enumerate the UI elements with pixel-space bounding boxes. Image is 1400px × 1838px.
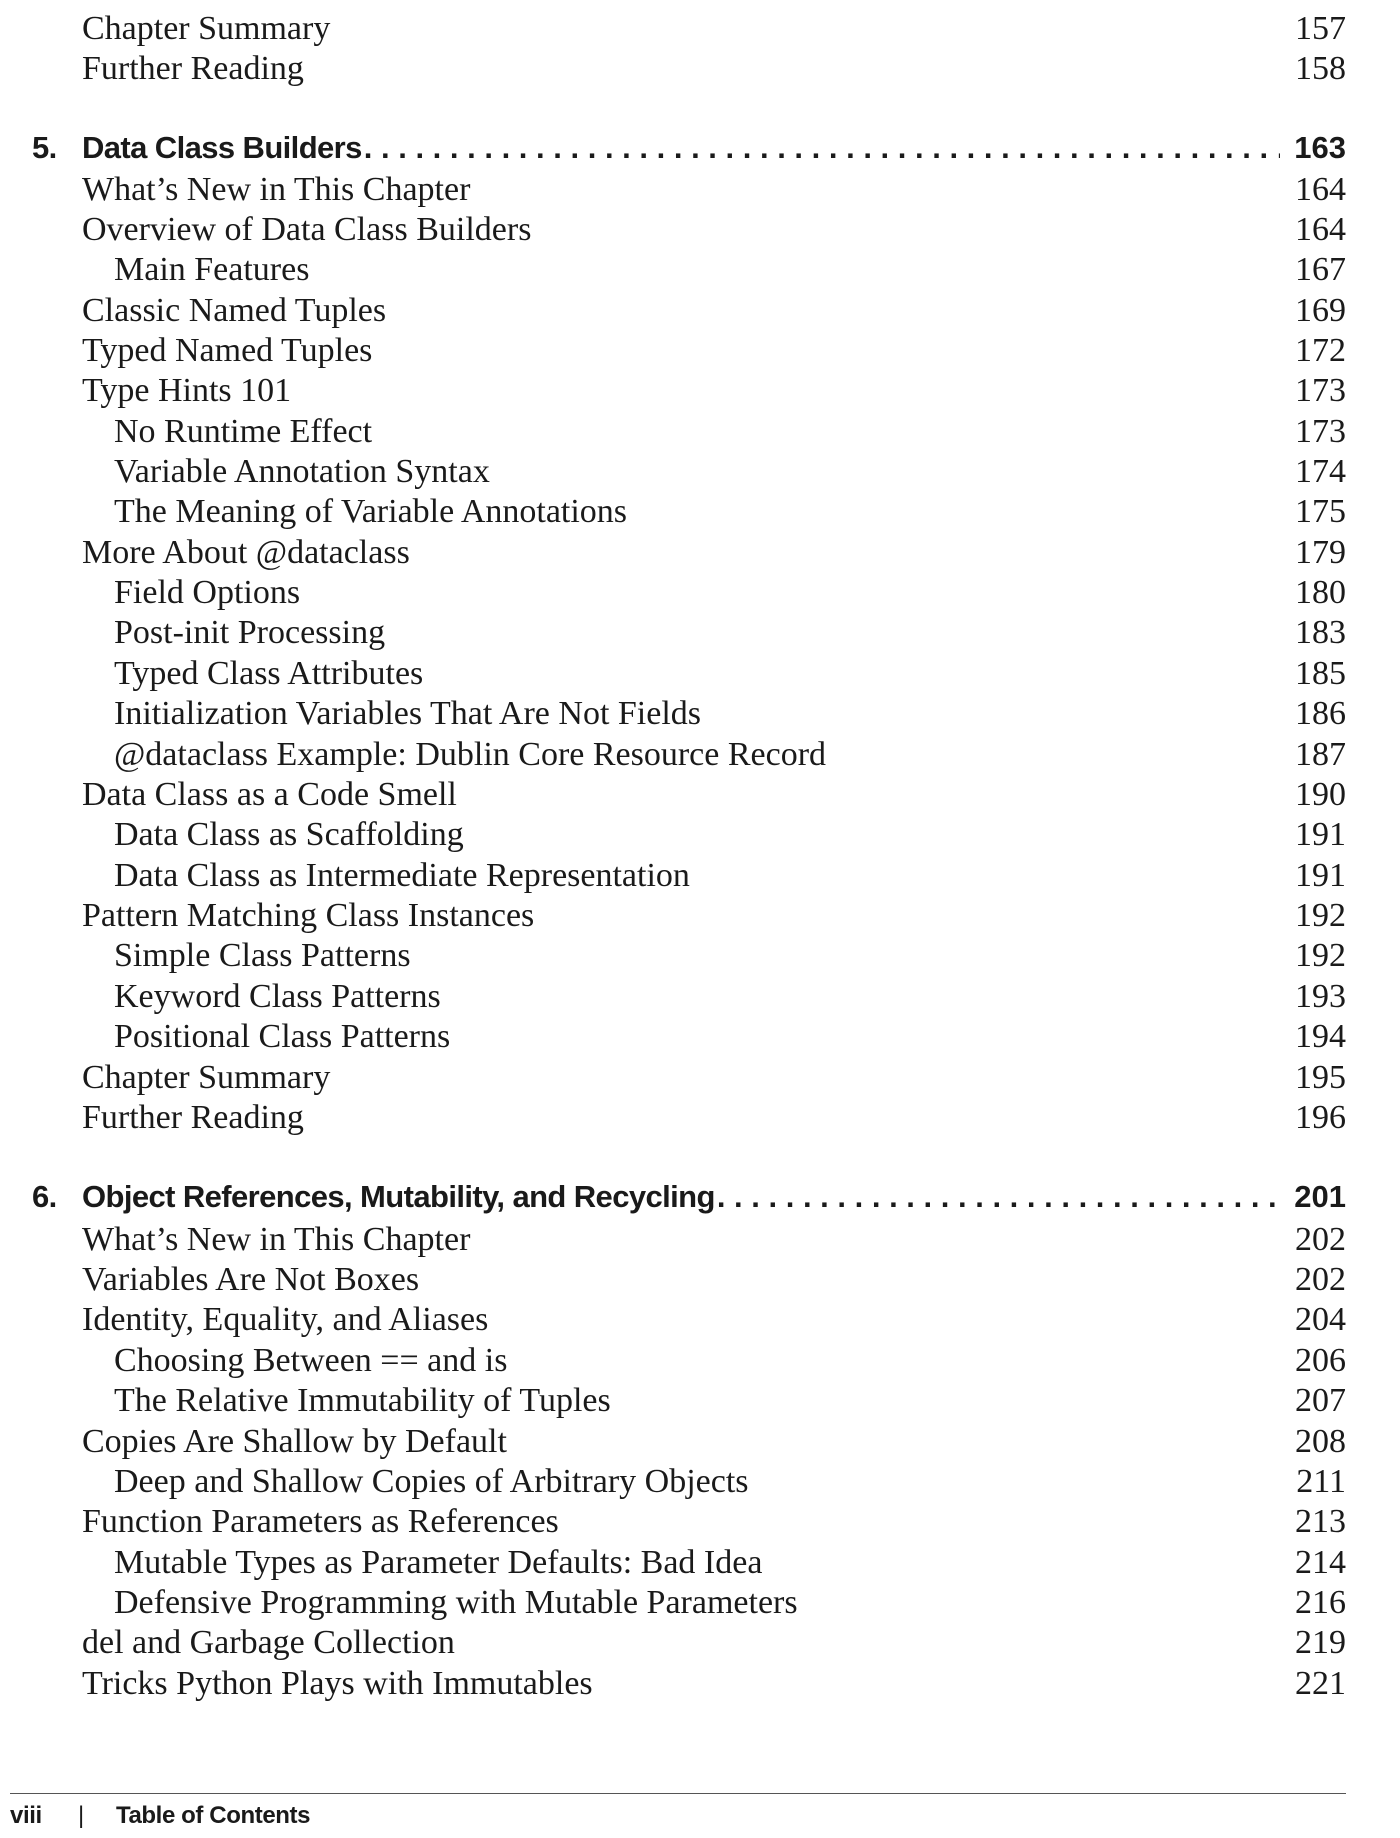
footer-running-title: Table of Contents	[116, 1802, 311, 1829]
toc-entry	[0, 775, 1346, 815]
toc-entry-page: 207	[1295, 1382, 1346, 1419]
toc-entry-page: 172	[1295, 332, 1346, 369]
toc-entry-page: 173	[1295, 372, 1346, 409]
toc-entry	[0, 735, 1346, 775]
toc-entry-title: Chapter Summary	[82, 1059, 331, 1096]
toc-entry-title: Overview of Data Class Builders	[82, 211, 532, 248]
toc-entry-title: Choosing Between == and is	[114, 1342, 508, 1379]
chapter-number: 5.	[32, 130, 57, 165]
toc-entry	[0, 331, 1346, 371]
toc-entry	[0, 170, 1346, 210]
toc-entry-page: 202	[1295, 1261, 1346, 1298]
toc-entry-title: Further Reading	[82, 50, 304, 87]
toc-entry-page: 186	[1295, 695, 1346, 732]
toc-entry-title: Mutable Types as Parameter Defaults: Bad Idea	[114, 1544, 763, 1581]
toc-entry	[0, 1260, 1346, 1300]
toc-entry-page: 194	[1295, 1018, 1346, 1055]
toc-entry-title: Further Reading	[82, 1099, 304, 1136]
toc-entry-title: Copies Are Shallow by Default	[82, 1423, 507, 1460]
toc-entry-page: 202	[1295, 1221, 1346, 1258]
toc-entry-title: Positional Class Patterns	[114, 1018, 451, 1055]
toc-entry-page: 206	[1295, 1342, 1346, 1379]
toc-entry-title: Classic Named Tuples	[82, 292, 387, 329]
toc-entry-page: 213	[1295, 1503, 1346, 1540]
toc-entry-title: @dataclass Example: Dublin Core Resource Record	[114, 736, 827, 773]
toc-entry-title: Typed Class Attributes	[114, 655, 424, 692]
toc-entry-page: 164	[1295, 211, 1346, 248]
toc-entry-title: Data Class as a Code Smell	[82, 776, 457, 813]
toc-entry-title: The Meaning of Variable Annotations	[114, 493, 628, 530]
toc-entry-title: Chapter Summary	[82, 10, 331, 47]
toc-entry-page: 192	[1295, 897, 1346, 934]
toc-entry	[0, 896, 1346, 936]
toc-entry-page: 192	[1295, 937, 1346, 974]
toc-entry-page: 214	[1295, 1544, 1346, 1581]
chapter-title: Data Class Builders	[82, 130, 362, 165]
toc-entry-title: Keyword Class Patterns	[114, 978, 441, 1015]
toc-entry-title: Tricks Python Plays with Immutables	[82, 1665, 593, 1702]
chapter-page: 201	[1294, 1179, 1346, 1214]
toc-entry-title: Identity, Equality, and Aliases	[82, 1301, 489, 1338]
toc-entry	[0, 936, 1346, 976]
dot-leader	[715, 1175, 1280, 1219]
toc-entry	[0, 1341, 1346, 1381]
toc-entry	[0, 977, 1346, 1017]
toc-entry-title: Field Options	[114, 574, 301, 611]
toc-entry	[0, 49, 1346, 89]
toc-entry	[0, 1422, 1346, 1462]
toc-entry	[0, 1502, 1346, 1542]
toc-entry	[0, 856, 1346, 896]
toc-entry	[0, 613, 1346, 653]
toc-entry-page: 173	[1295, 413, 1346, 450]
chapter-heading-6	[32, 1175, 1346, 1219]
toc-entry-page: 208	[1295, 1423, 1346, 1460]
chapter-page: 163	[1294, 130, 1346, 165]
toc-entry-page: 216	[1295, 1584, 1346, 1621]
toc-entry-page: 193	[1295, 978, 1346, 1015]
toc-entry-title: Data Class as Scaffolding	[114, 816, 464, 853]
toc-entry-page: 195	[1295, 1059, 1346, 1096]
toc-entry-page: 169	[1295, 292, 1346, 329]
toc-entry-page: 211	[1296, 1463, 1346, 1500]
toc-entry	[0, 1462, 1346, 1502]
toc-entry-title: Variable Annotation Syntax	[114, 453, 490, 490]
toc-entry	[0, 1058, 1346, 1098]
toc-entry-page: 158	[1295, 50, 1346, 87]
toc-entry-title: Main Features	[114, 251, 310, 288]
toc-entry-page: 175	[1295, 493, 1346, 530]
toc-entry	[0, 815, 1346, 855]
toc-entry-title: Data Class as Intermediate Representation	[114, 857, 690, 894]
toc-entry-title: More About @dataclass	[82, 534, 410, 571]
toc-entry	[0, 1543, 1346, 1583]
toc-entry-page: 190	[1295, 776, 1346, 813]
toc-entry	[0, 1664, 1346, 1704]
chapter-heading-5	[32, 126, 1346, 170]
toc-entry	[0, 452, 1346, 492]
toc-entry-title: The Relative Immutability of Tuples	[114, 1382, 611, 1419]
toc-entry-page: 179	[1295, 534, 1346, 571]
toc-entry	[0, 371, 1346, 411]
footer-rule	[10, 1793, 1346, 1794]
toc-entry-page: 164	[1295, 171, 1346, 208]
toc-entry-page: 219	[1295, 1624, 1346, 1661]
toc-entry	[0, 1017, 1346, 1057]
toc-entry	[0, 210, 1346, 250]
toc-entry-page: 187	[1295, 736, 1346, 773]
chapter-number: 6.	[32, 1179, 57, 1214]
toc-entry-title: What’s New in This Chapter	[82, 171, 471, 208]
toc-entry	[0, 1300, 1346, 1340]
dot-leader	[362, 126, 1280, 170]
toc-entry-page: 183	[1295, 614, 1346, 651]
toc-entry-page: 191	[1295, 816, 1346, 853]
toc-entry	[0, 654, 1346, 694]
toc-entry	[0, 412, 1346, 452]
toc-entry	[0, 9, 1346, 49]
toc-entry-title: What’s New in This Chapter	[82, 1221, 471, 1258]
toc-entry-title: No Runtime Effect	[114, 413, 373, 450]
toc-entry-title: Deep and Shallow Copies of Arbitrary Objects	[114, 1463, 749, 1500]
toc-entry-page: 180	[1295, 574, 1346, 611]
toc-entry	[0, 573, 1346, 613]
toc-entry-page: 185	[1295, 655, 1346, 692]
toc-entry-title: Typed Named Tuples	[82, 332, 373, 369]
toc-entry	[0, 1381, 1346, 1421]
toc-entry-title: Function Parameters as References	[82, 1503, 559, 1540]
toc-entry	[0, 694, 1346, 734]
toc-entry-title: Post-init Processing	[114, 614, 386, 651]
toc-entry	[0, 1623, 1346, 1663]
toc-entry-title: del and Garbage Collection	[82, 1624, 455, 1661]
toc-entry-title: Variables Are Not Boxes	[82, 1261, 420, 1298]
toc-entry-title: Pattern Matching Class Instances	[82, 897, 535, 934]
toc-entry	[0, 291, 1346, 331]
toc-entry-page: 157	[1295, 10, 1346, 47]
toc-entry-title: Defensive Programming with Mutable Parameters	[114, 1584, 798, 1621]
toc-entry-title: Type Hints 101	[82, 372, 292, 409]
footer-separator: |	[78, 1802, 84, 1829]
toc-entry-page: 174	[1295, 453, 1346, 490]
toc-entry	[0, 533, 1346, 573]
toc-entry-page: 204	[1295, 1301, 1346, 1338]
toc-entry-title: Initialization Variables That Are Not Fields	[114, 695, 702, 732]
toc-entry	[0, 250, 1346, 290]
toc-entry	[0, 1098, 1346, 1138]
toc-entry-page: 191	[1295, 857, 1346, 894]
toc-entry	[0, 492, 1346, 532]
toc-entry-page: 167	[1295, 251, 1346, 288]
toc-entry	[0, 1583, 1346, 1623]
toc-entry	[0, 1220, 1346, 1260]
footer-page-number: viii	[10, 1802, 42, 1829]
chapter-title: Object References, Mutability, and Recycling	[82, 1179, 715, 1214]
toc-entry-page: 221	[1295, 1665, 1346, 1702]
toc-entry-page: 196	[1295, 1099, 1346, 1136]
toc-entry-title: Simple Class Patterns	[114, 937, 411, 974]
